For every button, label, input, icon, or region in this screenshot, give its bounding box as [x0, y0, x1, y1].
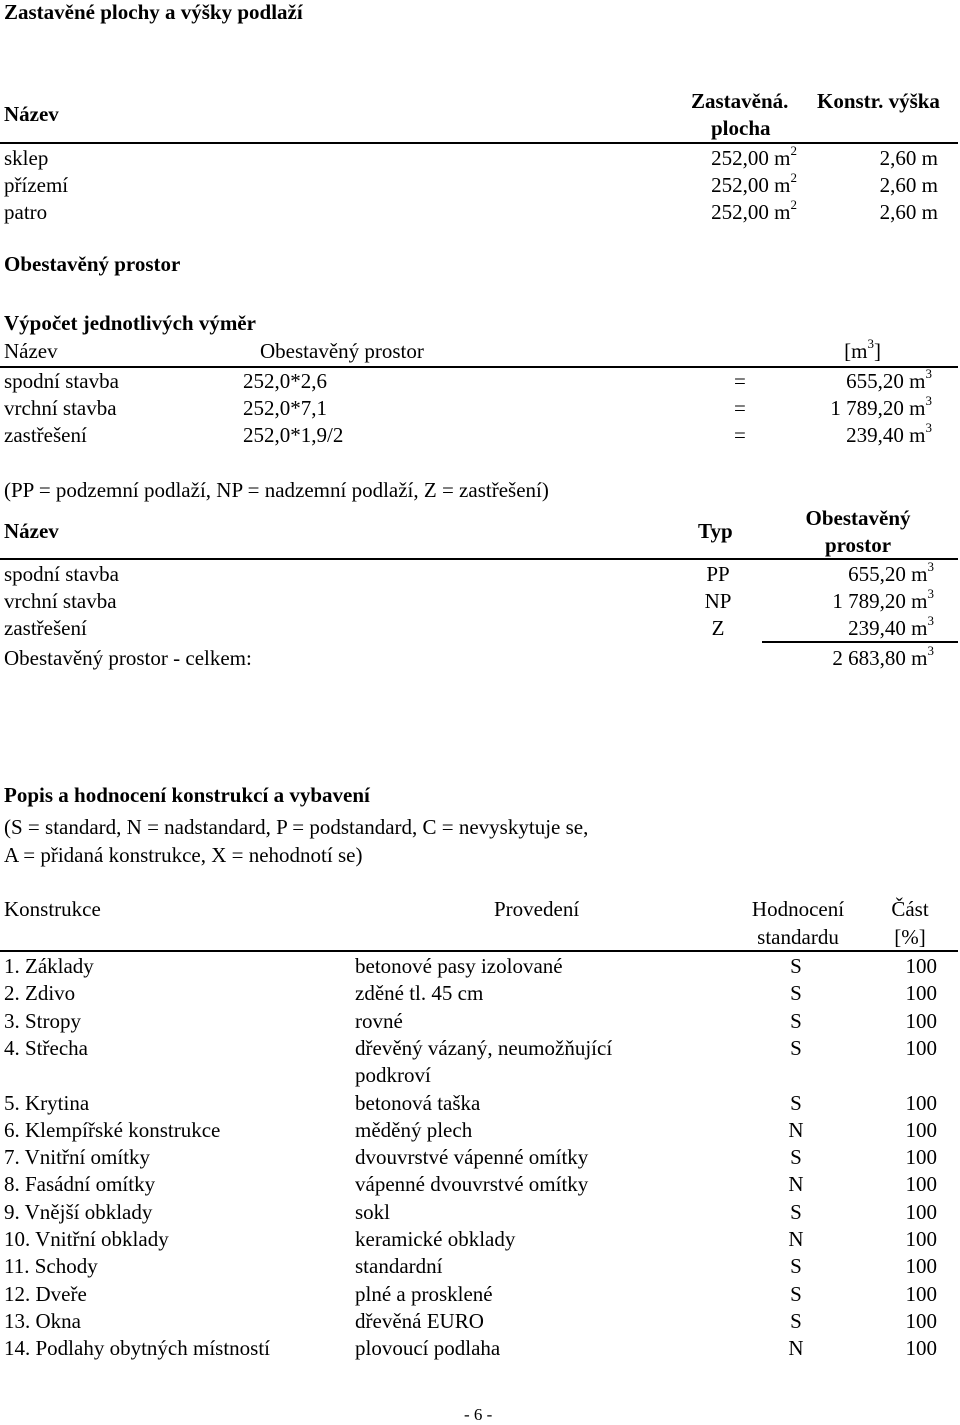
constr-row-execution: dvouvrstvé vápenné omítky — [355, 1145, 589, 1170]
summary-row-name: vrchní stavba — [4, 589, 117, 613]
calc-row-formula: 252,0*1,9/2 — [243, 423, 344, 447]
constr-row-share: 100 — [905, 981, 937, 1006]
constr-row-rating: S — [790, 1008, 802, 1033]
constr-row-rating: S — [790, 1145, 802, 1170]
constr-row-construction: 4. Střecha — [4, 1035, 88, 1060]
section-title-constructions: Popis a hodnocení konstrukcí a vybavení — [4, 783, 370, 807]
summary-total-value: 2 683,80 $m^3$ — [832, 643, 934, 670]
calc-header-name: Název — [4, 339, 58, 363]
constr-row-rating: S — [790, 1035, 802, 1060]
summary-header-volume-line2: prostor — [824, 533, 892, 557]
constr-row-construction: 11. Schody — [4, 1254, 98, 1279]
constr-row-rating: S — [790, 1254, 802, 1279]
constr-header-rating-line2: standardu — [757, 925, 839, 949]
constr-row-construction: 13. Okna — [4, 1308, 81, 1333]
constr-row-rating: S — [790, 1199, 802, 1224]
header-area-line2: plocha — [711, 116, 771, 140]
calc-row-value: 239,40 $m^3$ — [846, 420, 932, 447]
calc-row-equals: = — [734, 369, 746, 393]
floor-row-area: 252,00 $m^2$ — [711, 197, 797, 224]
floor-row-name: sklep — [4, 146, 49, 170]
constr-row-execution: rovné — [355, 1008, 403, 1033]
calc-row-value: 1 789,20 $m^3$ — [830, 393, 932, 420]
constr-row-execution: betonová taška — [355, 1090, 481, 1115]
constr-row-share: 100 — [905, 1117, 937, 1142]
constr-row-execution: standardní — [355, 1254, 443, 1279]
constr-row-share: 100 — [905, 1227, 937, 1251]
constr-row-construction: 10. Vnitřní obklady — [4, 1227, 169, 1251]
section-title-built-volume: Obestavěný prostor — [4, 252, 181, 276]
constr-row-construction: 12. Dveře — [4, 1281, 87, 1306]
constr-row-construction: 1. Základy — [4, 954, 94, 978]
constr-row-rating: N — [788, 1117, 804, 1142]
constr-row-rating: N — [788, 1172, 804, 1197]
constr-header-rating-line1: Hodnocení — [751, 897, 845, 921]
constr-header-execution: Provedení — [494, 897, 580, 921]
calc-row-name: vrchní stavba — [4, 396, 117, 420]
constr-row-rating: S — [790, 1281, 802, 1306]
constr-row-execution: betonové pasy izolované — [355, 954, 563, 978]
floor-row-height: 2,60 m — [879, 146, 938, 170]
constr-row-rating: S — [790, 1090, 802, 1115]
constr-row-rating: N — [788, 1336, 804, 1361]
constr-row-construction: 14. Podlahy obytných místností — [4, 1336, 271, 1361]
constr-row-share: 100 — [905, 1090, 937, 1115]
floor-row-name: patro — [4, 200, 48, 224]
constr-row-execution: zděné tl. 45 cm — [355, 981, 484, 1006]
constr-header-rule — [0, 950, 958, 952]
constr-row-share: 100 — [905, 1035, 937, 1060]
constr-row-execution: měděný plech — [355, 1117, 473, 1142]
constr-row-execution: plné a prosklené — [355, 1281, 493, 1306]
summary-row-type: Z — [711, 616, 725, 640]
summary-header-volume-line1: Obestavěný — [805, 506, 911, 530]
constr-row-execution: plovoucí podlaha — [355, 1336, 501, 1361]
calc-row-formula: 252,0*2,6 — [243, 369, 327, 393]
section-title-floor-areas: Zastavěné plochy a výšky podlaží — [4, 0, 303, 24]
constr-row-share: 100 — [905, 1172, 937, 1197]
constr-row-construction: 6. Klempířské konstrukce — [4, 1117, 221, 1142]
calc-row-name: zastřešení — [4, 423, 87, 447]
constr-row-construction: 2. Zdivo — [4, 981, 76, 1006]
type-legend: (PP = podzemní podlaží, NP = nadzemní podlaží, Z = zastřešení) — [4, 478, 549, 502]
calc-row-equals: = — [734, 396, 746, 420]
calc-row-name: spodní stavba — [4, 369, 119, 393]
constr-row-execution: sokl — [355, 1199, 391, 1224]
calc-row-formula: 252,0*7,1 — [243, 396, 327, 420]
constr-row-rating: S — [790, 1308, 802, 1333]
calc-header-unit: $[m^3]$ — [844, 336, 881, 363]
constr-header-construction: Konstrukce — [4, 897, 101, 921]
summary-row-value: 1 789,20 $m^3$ — [832, 586, 934, 613]
rating-legend-line2: A = přidaná konstrukce, X = nehodnotí se) — [4, 843, 363, 867]
header-area-line1: Zastavěná. — [691, 89, 789, 113]
subsection-title-calc: Výpočet jednotlivých výměr — [4, 311, 256, 335]
summary-header-type: Typ — [698, 519, 733, 543]
constr-row-share: 100 — [905, 1281, 937, 1306]
constr-row-share: 100 — [905, 1254, 937, 1279]
constr-row-share: 100 — [905, 1008, 937, 1033]
constr-row-rating: S — [790, 954, 802, 978]
constr-row-construction: 3. Stropy — [4, 1008, 82, 1033]
constr-row-execution: dřevěná EURO — [355, 1308, 484, 1333]
header-rule — [0, 142, 958, 144]
constr-row-share: 100 — [905, 1199, 937, 1224]
constr-row-share: 100 — [905, 954, 937, 978]
floor-row-name: přízemí — [4, 173, 69, 197]
constr-row-construction: 9. Vnější obklady — [4, 1199, 153, 1224]
header-name: Název — [4, 102, 59, 126]
header-height: Konstr. výška — [817, 89, 940, 113]
constr-header-share-line2: [%] — [894, 925, 926, 949]
summary-row-value: 239,40 $m^3$ — [848, 613, 934, 640]
floor-row-area: 252,00 $m^2$ — [711, 143, 797, 170]
constr-row-share: 100 — [905, 1308, 937, 1333]
summary-row-name: zastřešení — [4, 616, 87, 640]
constr-row-construction: 5. Krytina — [4, 1090, 90, 1115]
summary-row-type: NP — [704, 589, 732, 613]
calc-header-rule — [0, 366, 958, 368]
summary-row-value: 655,20 $m^3$ — [848, 559, 934, 586]
constr-row-rating: N — [788, 1227, 804, 1251]
summary-header-name: Název — [4, 519, 59, 543]
constr-row-rating: S — [790, 981, 802, 1006]
constr-row-share: 100 — [905, 1145, 937, 1170]
constr-row-execution: vápenné dvouvrstvé omítky — [355, 1172, 589, 1197]
constr-row-construction: 7. Vnitřní omítky — [4, 1145, 151, 1170]
floor-row-height: 2,60 m — [879, 173, 938, 197]
constr-header-share-line1: Část — [891, 897, 929, 921]
rating-legend-line1: (S = standard, N = nadstandard, P = podstandard, C = nevyskytuje se, — [4, 815, 589, 839]
constr-row-execution: keramické obklady — [355, 1227, 516, 1251]
constr-row-execution-cont: podkroví — [355, 1063, 431, 1088]
calc-row-equals: = — [734, 423, 746, 447]
constr-row-share: 100 — [905, 1336, 937, 1361]
constr-row-execution: dřevěný vázaný, neumožňující — [355, 1035, 613, 1060]
summary-row-name: spodní stavba — [4, 562, 119, 586]
floor-row-area: 252,00 $m^2$ — [711, 170, 797, 197]
constr-row-construction: 8. Fasádní omítky — [4, 1172, 156, 1197]
floor-row-height: 2,60 m — [879, 200, 938, 224]
summary-header-rule — [0, 558, 958, 560]
summary-row-type: PP — [706, 562, 730, 586]
page-number: - 6 - — [464, 1405, 493, 1424]
calc-row-value: 655,20 $m^3$ — [846, 366, 932, 393]
summary-total-label: Obestavěný prostor - celkem: — [4, 646, 252, 670]
calc-header-formula: Obestavěný prostor — [260, 339, 424, 363]
